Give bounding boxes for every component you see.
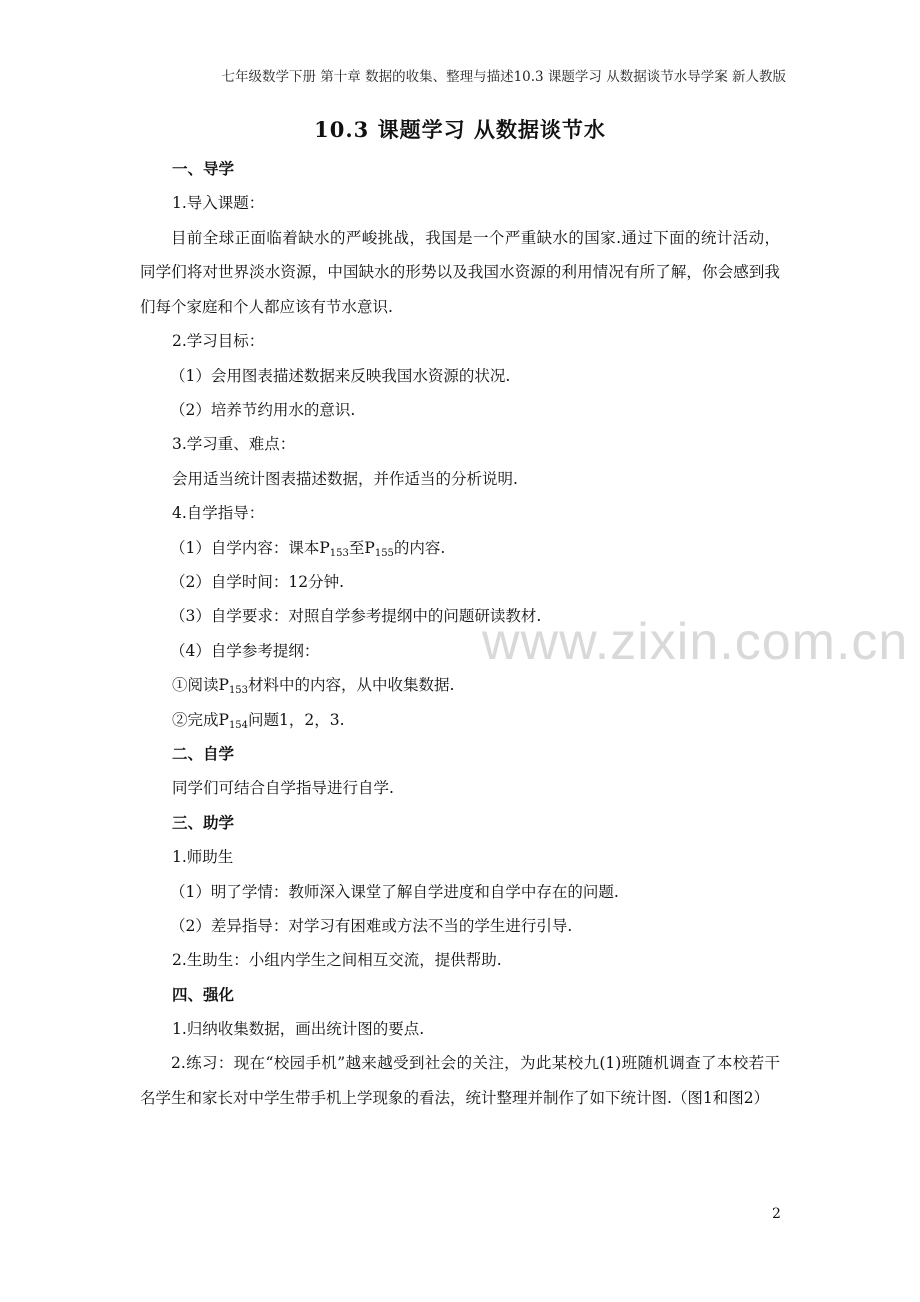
goal-item-1: （1）会用图表描述数据来反映我国水资源的状况. [170, 366, 511, 385]
guide-item-time: （2）自学时间：12分钟. [170, 573, 345, 592]
guide-item-requirement: （3）自学要求：对照自学参考提纲中的问题研读教材. [170, 607, 542, 626]
watermark: www.zixin.com.cn [482, 613, 909, 671]
outline-item-1: ①阅读$P_{153}$材料中的内容，从中收集数据. [172, 676, 455, 697]
key-points-text: 会用适当统计图表描述数据，并作适当的分析说明. [172, 469, 518, 488]
summary-item: 1.归纳收集数据，画出统计图的要点. [172, 1020, 425, 1039]
guide-item-content: （1）自学内容：课本$P_{153}$至$P_{155}$的内容. [170, 538, 446, 559]
goal-item-2: （2）培养节约用水的意识. [170, 401, 356, 420]
goals-label: 2.学习目标： [172, 332, 265, 351]
teacher-help-item-2: （2）差异指导：对学习有困难或方法不当的学生进行引导. [170, 916, 573, 935]
running-header: 七年级数学下册 第十章 数据的收集、整理与描述10.3 课题学习 从数据谈节水导学案 新人教版 [221, 69, 786, 85]
outline-item-2: ②完成$P_{154}$问题1，2，3. [172, 710, 345, 731]
teacher-help-item-1: （1）明了学情：教师深入课堂了解自学进度和自学中存在的问题. [170, 882, 619, 901]
section-heading-zixue: 二、自学 [172, 743, 235, 763]
intro-label: 1.导入课题： [172, 194, 265, 213]
exercise-paragraph: 2.练习：现在“校园手机”越来越受到社会的关注，为此某校九(1)班随机调查了本校若干名学生和家长对中学生带手机上学现象的看法，统计整理并制作了如下统计图.（图1和图2） [140, 1054, 780, 1107]
section-heading-daoxue: 一、导学 [172, 159, 235, 178]
self-study-text: 同学们可结合自学指导进行自学. [172, 779, 394, 798]
intro-paragraph: 目前全球正面临着缺水的严峻挑战，我国是一个严重缺水的国家.通过下面的统计活动，同学们将对世界淡水资源，中国缺水的形势以及我国水资源的利用情况有所了解，你会感到我们每个家庭和个人都应该有节水意识. [140, 228, 780, 316]
peer-help-text: 2.生助生：小组内学生之间相互交流，提供帮助. [172, 951, 502, 970]
guide-item-outline: （4）自学参考提纲： [170, 641, 320, 660]
section-heading-zhuxue: 三、助学 [172, 812, 235, 832]
section-heading-qianghua: 四、强化 [172, 984, 235, 1004]
page-number: 2 [772, 1206, 781, 1222]
guide-label: 4.自学指导： [172, 504, 265, 523]
page-title: 10.3 课题学习 从数据谈节水 [314, 117, 606, 142]
teacher-help-label: 1.师助生 [172, 848, 234, 867]
key-points-label: 3.学习重、难点： [172, 435, 296, 454]
